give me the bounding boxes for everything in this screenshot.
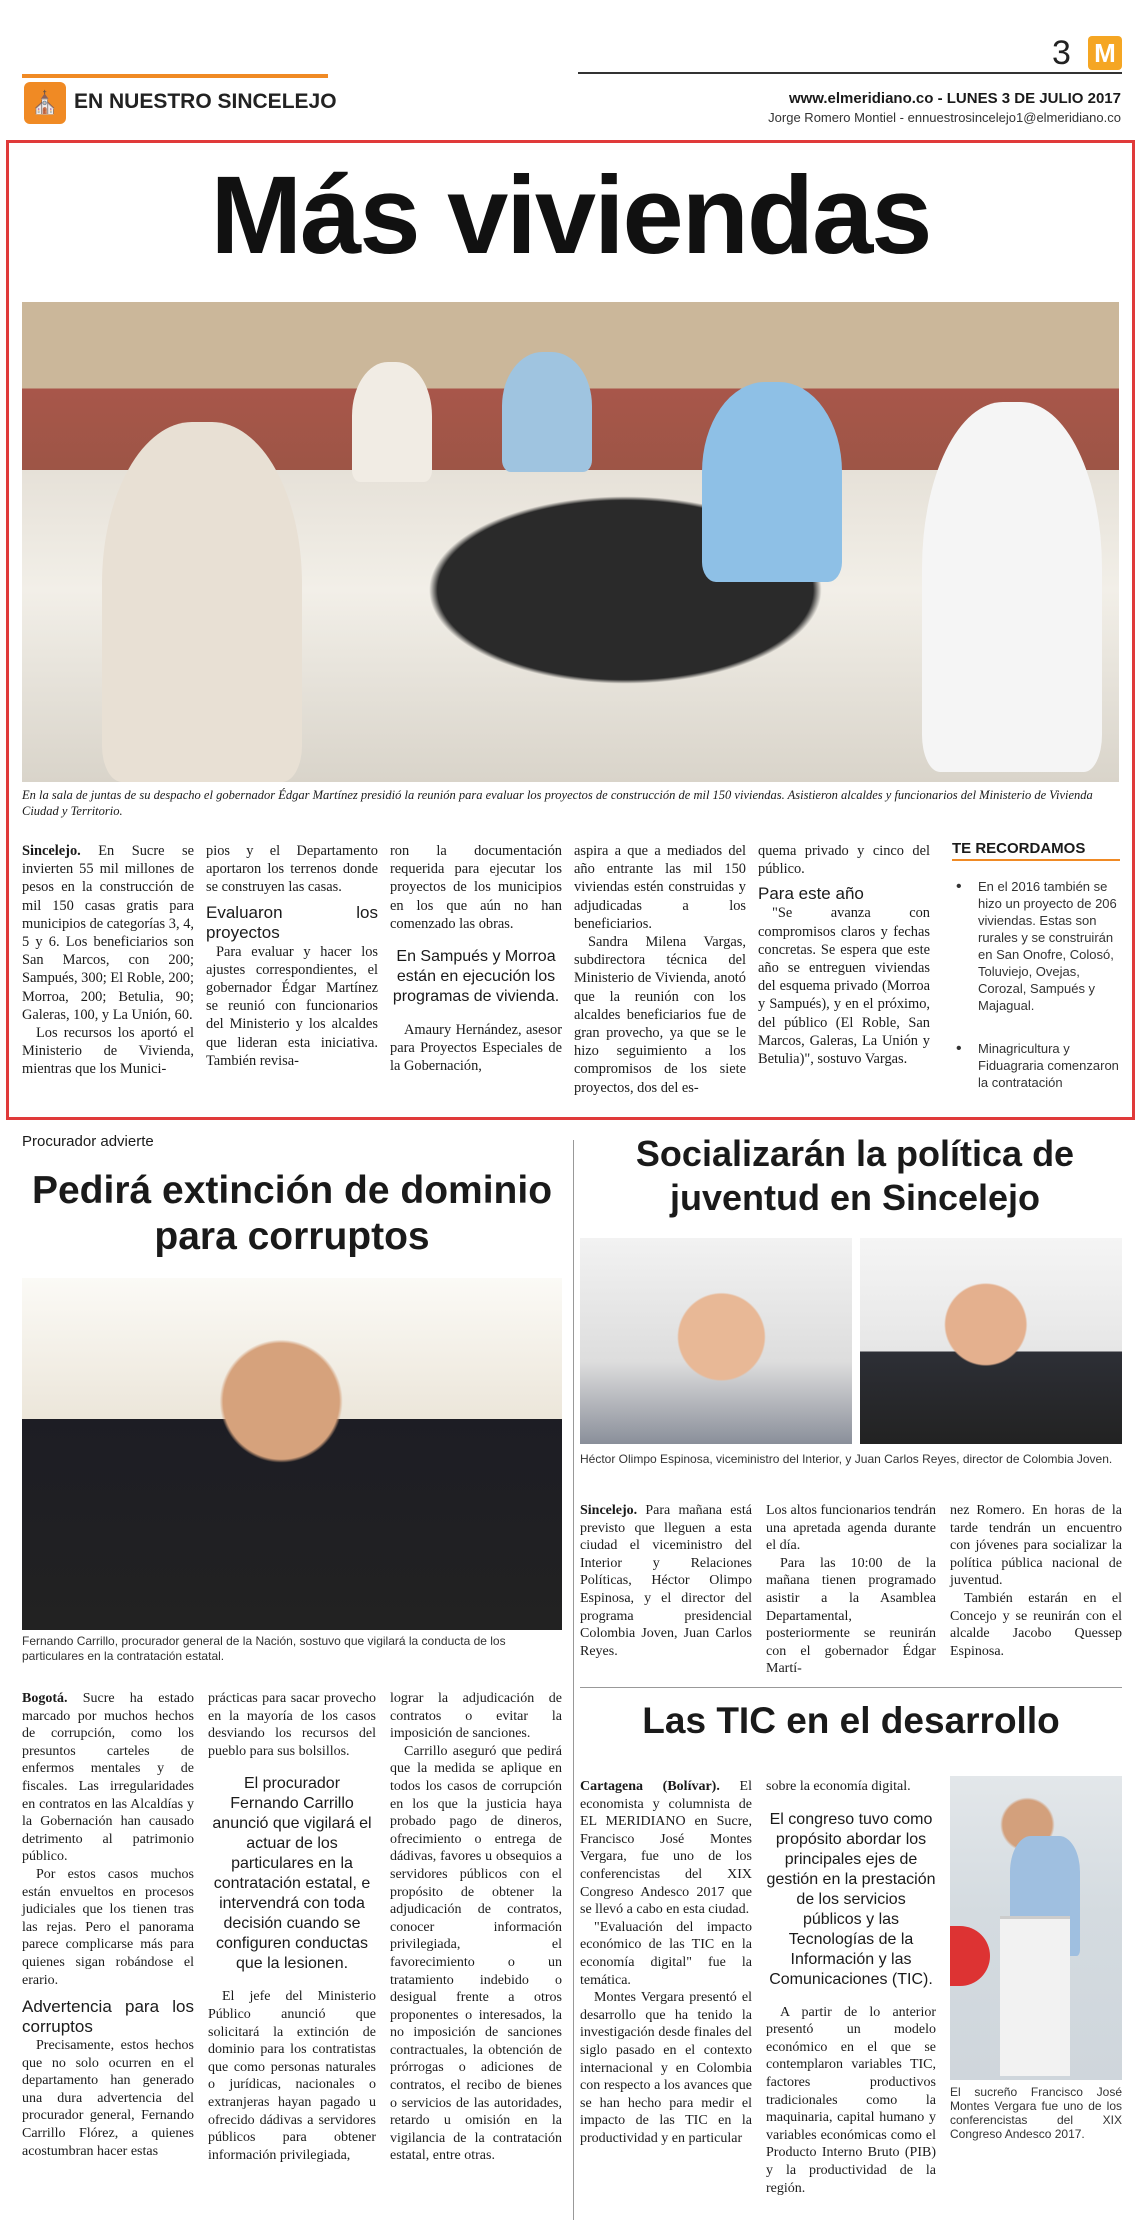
juventud-column-3: nez Romero. En horas de la tarde tendrán un encuentro con jóvenes para socializar la política pública nacional de juventud. También estarán en el Concejo y se reunirán con el alcalde Jacobo Quessep Espinosa.: [950, 1503, 1122, 1659]
tic-headline: Las TIC en el desarrollo: [642, 1700, 1060, 1741]
juventud-photo-caption: Héctor Olimpo Espinosa, viceministro del Interior, y Juan Carlos Reyes, director de Colombia Joven.: [580, 1452, 1113, 1466]
church-icon: ⛪: [24, 82, 66, 124]
section-divider: [580, 1687, 1122, 1688]
photo-figure: [702, 382, 842, 582]
tic-column-2: sobre la economía digital. El congreso tuvo como propósito abordar los principales ejes de gestión en la prestación de los servicios públicos y las Tecnologías de la Información y las Comunicaciones (TIC). A partir de lo anterior presentó un modelo económico en el que se contemplaron variables TIC, factores productivos tradicionales como la maquinaria, capital humano y variables económicas como el Producto Interno Bruto (PIB) y la productividad de la región.: [766, 1779, 936, 2196]
main-column-5: quema privado y cinco del público. Para este año "Se avanza con compromisos claros y fechas concretas. Se espera que este año se entreguen viviendas del esquema privado (Morroa y Sampués), y en el próximo, del público (El Roble, San Marcos, Galeras, La Unión y Betulia)", sostuvo Vargas.: [758, 843, 930, 1068]
juventud-column-1: Sincelejo. Para mañana está previsto que lleguen a esta ciudad el viceministro del Interior y Relaciones Políticas, Héctor Olimpo Espinosa, y el director del programa presidencial Colombia Joven, Juan Carlos Reyes.: [580, 1503, 752, 1659]
website-link[interactable]: www.elmeridiano.co: [788, 90, 934, 107]
main-column-3: ron la documentación requerida para ejecutar los proyectos de los municipios en los que aún no han comenzado las obras. En Sampués y Morroa están en ejecución los programas de vivienda. Amaury Hernández, asesor para Proyectos Especiales de la Gobernación,: [390, 843, 562, 1075]
carrillo-photo-caption: Fernando Carrillo, procurador general de la Nación, sostuvo que vigilará la conducta de los particulares en la contratación estatal.: [22, 1634, 506, 1663]
photo-figure: [102, 422, 302, 782]
procurador-column-2: prácticas para sacar provecho en la mayoría de los casos desviando los recursos del pueblo para sus bolsillos. El procurador Fernando Carrillo anunció que vigilará el actuar de los particulares en la contratación estatal, e intervendrá con toda decisión cuando se configuren conductas que la lesionen. El jefe del Ministerio Público anunció que solicitará la extinción de dominio para los contratistas que como personas naturales o jurídicas, nacionales o extranjeras hayan pagado u ofrecido dádivas a servidores públicos para obtener información privilegiada,: [208, 1691, 376, 2163]
header-rule: [578, 72, 1122, 74]
procurador-headline: Pedirá extinción de dominio para corruptos: [31, 1169, 553, 1258]
procurador-column-1: Bogotá. Sucre ha estado marcado por muchos hechos de corrupción, como los presuntos carteles de enfermos mentales y de fiscales. Las irregularidades en contratos en las Alcaldías y la Gobernación han causado detrimento al patrimonio público. Por estos casos muchos están envueltos en procesos judiciales que los tienen tras las rejas. Pero el panorama parece complicarse más para quienes sigan robándose el erario. Advertencia para los corruptos Precisamente, estos hechos que no solo ocurren en el departamento han generado una dura advertencia del procurador general, Fernando Carrillo Flórez, a quienes acostumbran hacer estas: [22, 1691, 194, 2159]
section-name: EN NUESTRO SINCELEJO: [74, 90, 337, 113]
main-column-2: pios y el Departamento aportaron los terrenos donde se construyen las casas. Evaluaron los proyectos Para evaluar y hacer los ajustes correspondientes, el gobernador Édgar Martínez se reunió con funcionarios del Ministerio y los alcaldes que lideran esta iniciativa. También revisa-: [206, 843, 378, 1069]
main-headline: Más viviendas: [210, 154, 931, 277]
tic-column-1: Cartagena (Bolívar). El economista y columnista de EL MERIDIANO en Sucre, Francisco José Montes Vergara, fue uno de los conferencistas del XIX Congreso Andesco 2017 que se llevó a cabo en esta ciudad. "Evaluación del impacto económico de las TIC en la economía digital" fue la temática. Montes Vergara presentó el desarrollo que ha tenido la investigación desde finales del siglo pasado en el contexto internacional y en Colombia con respecto a los avances que se han hecho para medir el impacto de las TIC en la productividad y en particular: [580, 1779, 752, 2146]
subheading: Evaluaron los proyectos: [206, 902, 378, 942]
editor-line: Jorge Romero Montiel - ennuestrosincelejo1@elmeridiano.co: [768, 110, 1121, 125]
hector-espinosa-photo: [580, 1238, 852, 1444]
subheading: Para este año: [758, 884, 864, 904]
procurador-column-3: lograr la adjudicación de contratos o evitar la imposición de sanciones. Carrillo aseguró que pedirá que la medida se aplique en todos los casos de corrupción en los que la justicia haya probado pago de dineros, ofrecimiento o entrega de dádivas, favores u obsequios a servidores públicos con el propósito de obtener la adjudicación de contratos, conocer información privilegiada, el favorecimiento o un tratamiento indebido o desigual frente a otros proponentes o interesados, la no imposición de sanciones contractuales, la obtención de prórrogas o adiciones de contratos, el recibo de bienes o servicios de las autoridades, retardo u omisión en la vigilancia de la contratación estatal, entre otras.: [390, 1691, 562, 2164]
juventud-headline: Socializarán la política de juventud en Sincelejo: [635, 1133, 1075, 1218]
meridiano-logo: M: [1088, 36, 1122, 70]
sidebar-title: TE RECORDAMOS: [952, 840, 1120, 861]
pull-quote: En Sampués y Morroa están en ejecución los programas de vivienda.: [392, 948, 560, 1006]
dateline: Bogotá.: [22, 1691, 68, 1706]
column-divider: [573, 1140, 574, 2220]
page-number: 3: [1052, 34, 1071, 72]
meeting-photo: [22, 302, 1119, 782]
main-column-4: aspira a que a mediados del año entrante las mil 150 viviendas estén construidas y adjudicadas a los beneficiarios. Sandra Milena Vargas, subdirectora técnica del Ministerio de Vivienda, anotó que la reunión con los alcaldes beneficiarios fue de gran provecho, ya que se le hizo seguimiento a los compromisos de los siete proyectos, dos del es-: [574, 843, 746, 1096]
pull-quote: El congreso tuvo como propósito abordar los principales ejes de gestión en la prestación de los servicios públicos y las Tecnologías de la Información y las Comunicaciones (TIC).: [766, 1810, 936, 1988]
issue-date: LUNES 3 DE JULIO 2017: [946, 90, 1121, 107]
sidebar-item: • En el 2016 también se hizo un proyecto de 206 viviendas. Estas son rurales y se construirán en San Onofre, Colosó, Toluviejo, Ovejas, Corozal, Sampués y Majagual.: [952, 878, 1122, 1014]
montes-vergara-photo: [950, 1776, 1122, 2080]
photo-figure: [352, 362, 432, 482]
juan-carlos-reyes-photo: [860, 1238, 1122, 1444]
juventud-column-2: Los altos funcionarios tendrán una apretada agenda durante el día. Para las 10:00 de la mañana tienen programado asistir a la Asamblea Departamental, posteriormente se reunirán con el gobernador Édgar Martí-: [766, 1503, 936, 1677]
podium: [1000, 1916, 1070, 2076]
dateline: Sincelejo.: [22, 843, 81, 859]
website-date-line: www.elmeridiano.co - LUNES 3 DE JULIO 2017: [788, 90, 1121, 107]
banner-logo: [950, 1926, 990, 1986]
pull-quote: El procurador Fernando Carrillo anunció que vigilará el actuar de los particulares en la contratación estatal, e intervendrá con toda decisión cuando se configuren conductas que la lesionen.: [212, 1775, 372, 1973]
main-column-1: Sincelejo. En Sucre se invierten 55 mil millones de pesos en la construcción de mil 150 casas gratis para municipios de categorías 3, 4, 5 y 6. Los beneficiarios son San Marcos, con 200; Sampués, 300; El Roble, 200; Morroa, 200; Betulia, 90; Galeras, 100, y La Unión, 60. Los recursos los aportó el Ministerio de Vivienda, mientras que los Munici-: [22, 843, 194, 1078]
photo-figure: [502, 352, 592, 472]
sidebar-item: • Minagricultura y Fiduagraria comenzaron la contratación: [952, 1040, 1122, 1091]
main-photo-caption: En la sala de juntas de su despacho el gobernador Édgar Martínez presidió la reunión para evaluar los proyectos de construcción de mil 150 viviendas. Asistieron alcaldes y funcionarios del Ministerio de Vivienda Ciudad y Territorio.: [22, 788, 1093, 818]
dateline: Sincelejo.: [580, 1503, 638, 1518]
dateline: Cartagena (Bolívar).: [580, 1779, 720, 1794]
subheading: Advertencia para los corruptos: [22, 1997, 194, 2037]
section-rule: [22, 74, 328, 78]
photo-figure: [922, 402, 1102, 772]
article-kicker: Procurador advierte: [22, 1133, 154, 1150]
montes-photo-caption: El sucreño Francisco José Montes Vergara fue uno de los conferencistas del XIX Congreso Andesco 2017.: [950, 2085, 1122, 2141]
carrillo-photo: [22, 1278, 562, 1630]
